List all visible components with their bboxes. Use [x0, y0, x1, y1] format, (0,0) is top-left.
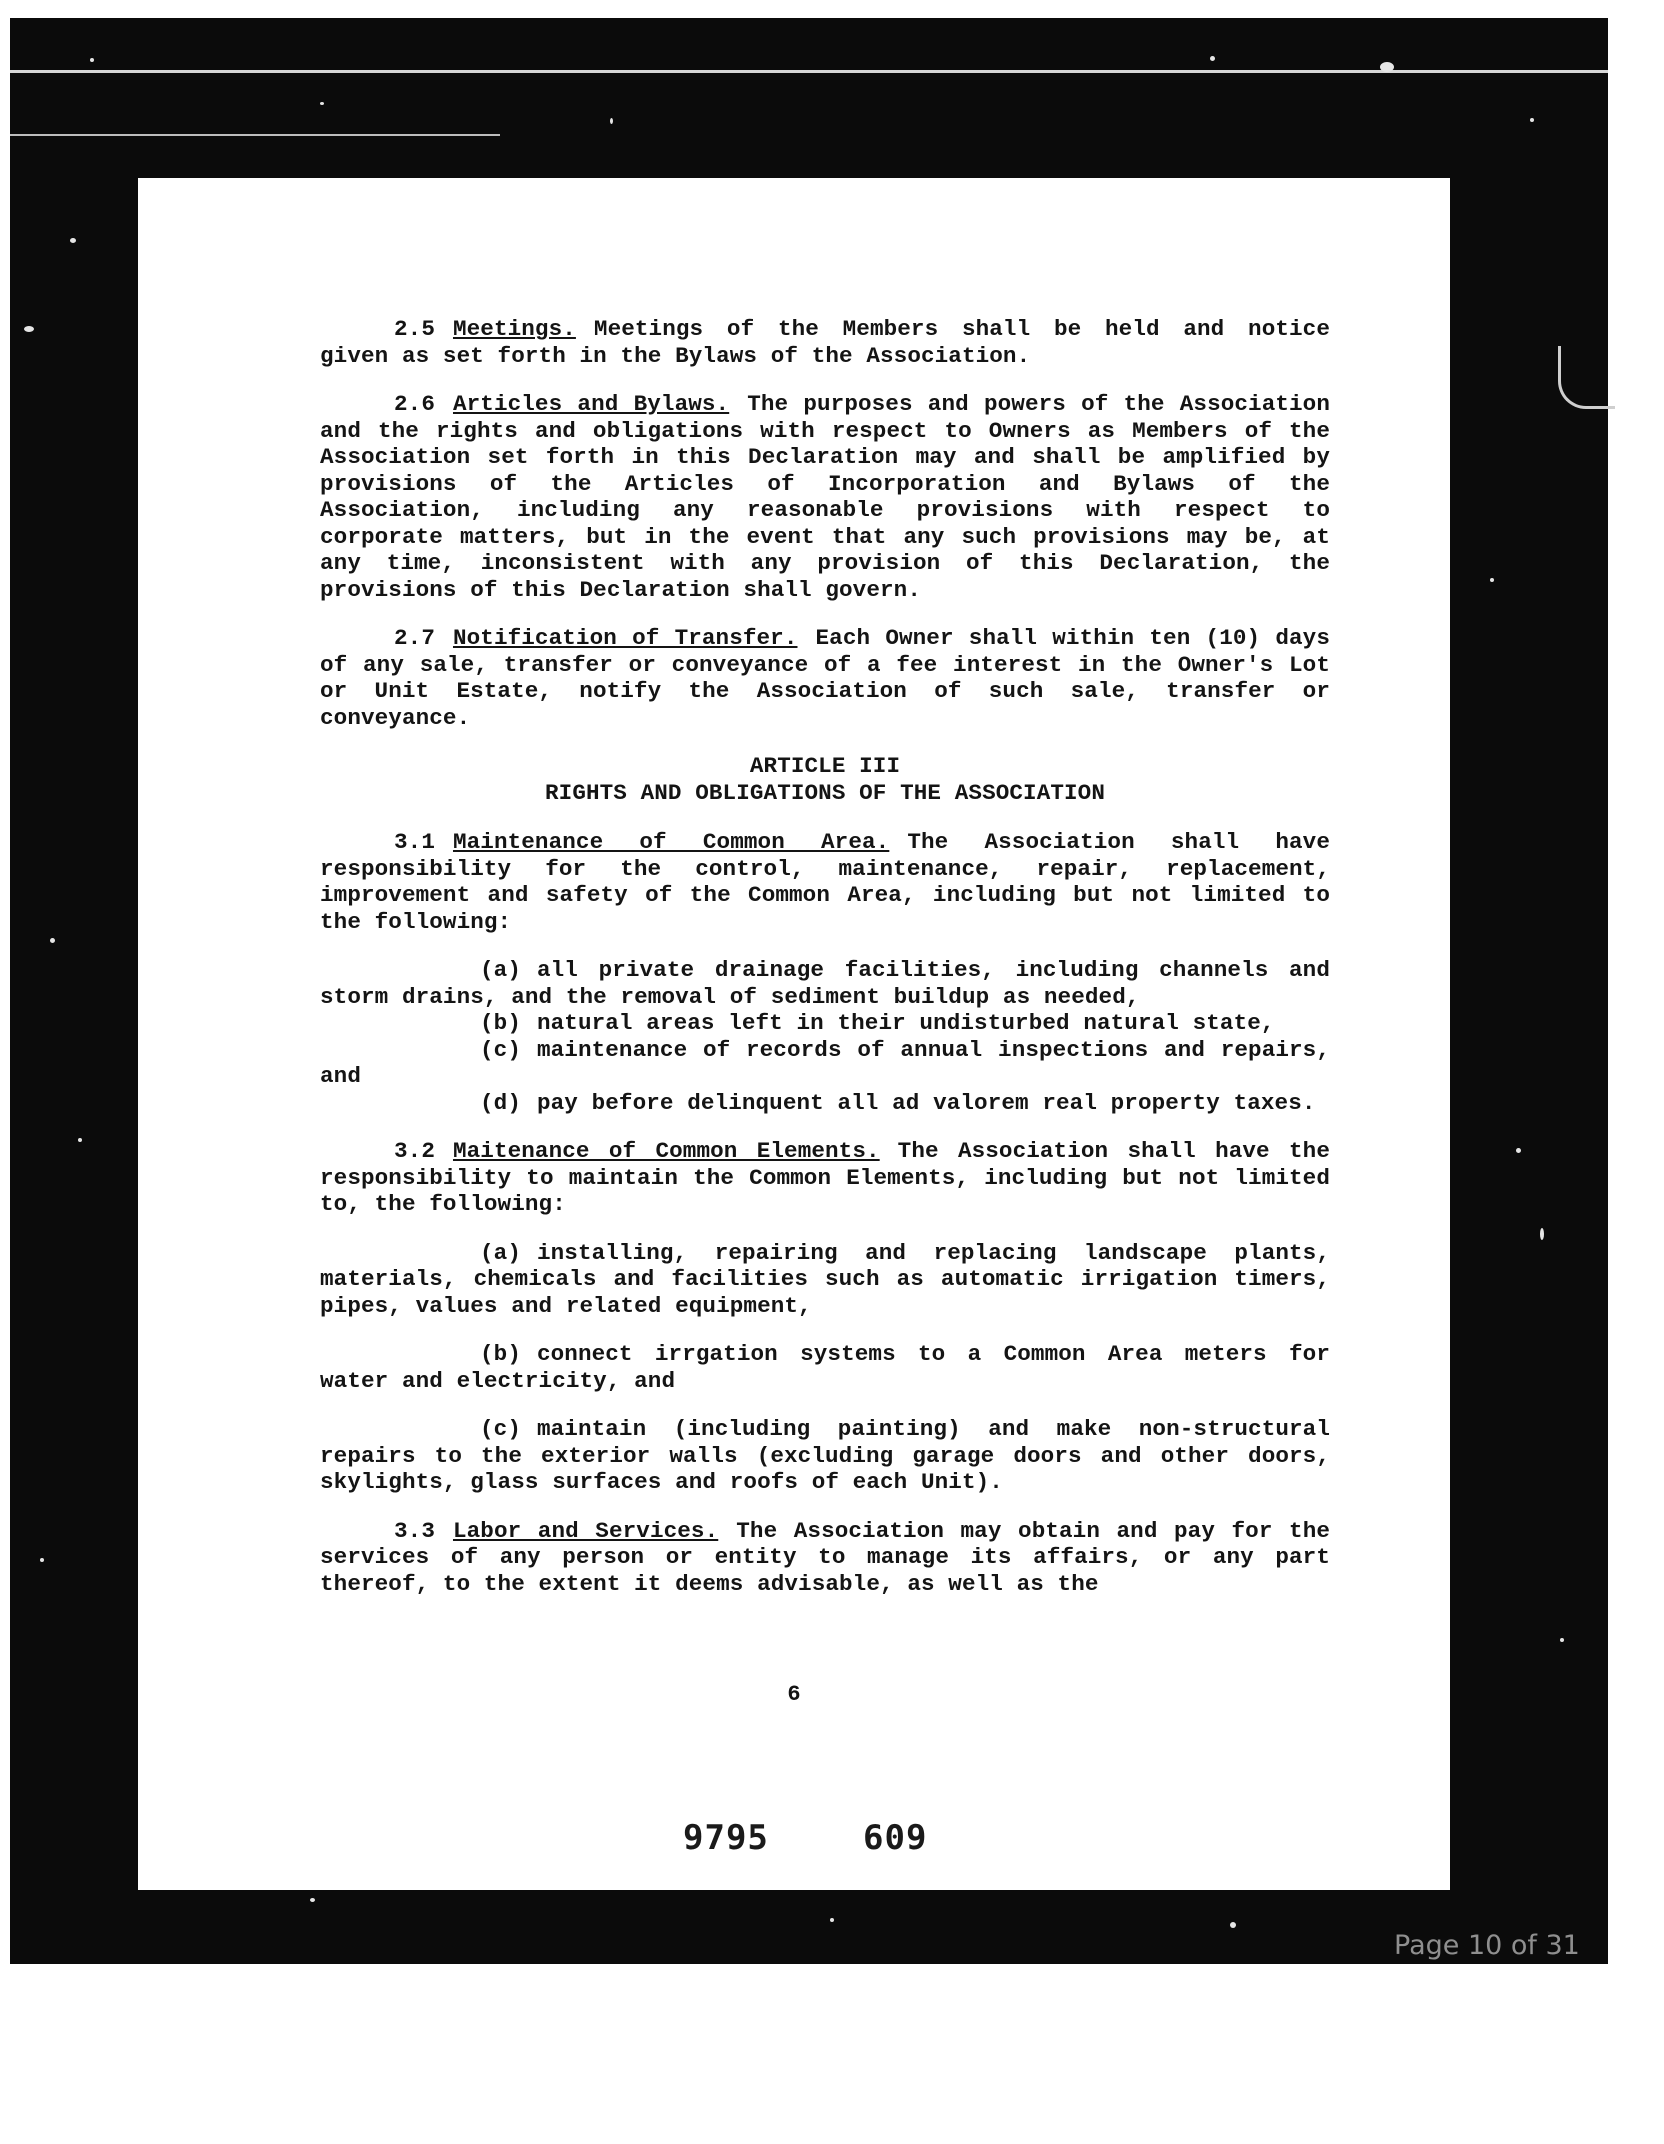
list-item	[320, 1341, 1330, 1394]
list-item	[320, 1090, 1330, 1117]
scan-speck	[1490, 578, 1494, 582]
item-text: pay before delinquent all ad valorem real property taxes.	[536, 1089, 1316, 1116]
page-number: 6	[787, 1682, 801, 1707]
list-item	[320, 1416, 1330, 1496]
scan-speck	[50, 938, 55, 943]
scan-speck	[90, 58, 94, 62]
article-title: ARTICLE III	[749, 753, 901, 779]
scan-speck	[70, 238, 76, 243]
list-item	[320, 1010, 1330, 1037]
item-label: (a)	[480, 1239, 521, 1266]
section-number: 2.5	[394, 316, 435, 342]
recording-stamp	[683, 1818, 927, 1858]
section-number: 3.3	[394, 1517, 435, 1544]
item-label: (c)	[480, 1036, 521, 1063]
section-title: Labor and Services.	[452, 1517, 719, 1544]
section-title: Notification of Transfer.	[452, 625, 798, 651]
section-number: 2.7	[394, 625, 435, 651]
list-item	[320, 1037, 1330, 1090]
scan-speck	[830, 1918, 834, 1922]
item-text: installing, repairing and replacing landscape plants, materials, chemicals and facilities such as automatic irrigation timers, pipes, values and related equipment,	[320, 1239, 1330, 1319]
section-2-6	[320, 391, 1330, 603]
scan-speck	[1530, 118, 1534, 122]
list-item	[320, 1240, 1330, 1320]
margin-mark	[1558, 346, 1615, 409]
item-label: (d)	[480, 1089, 521, 1116]
section-3-2	[320, 1138, 1330, 1218]
item-text: natural areas left in their undisturbed natural state,	[536, 1010, 1275, 1036]
item-label: (c)	[480, 1416, 521, 1442]
document-body	[320, 316, 1330, 1619]
section-title: Meetings.	[452, 316, 576, 342]
section-title: Maintenance of Common Area.	[452, 829, 890, 855]
item-text: all private drainage facilities, including channels and storm drains, and the removal of sediment buildup as needed,	[320, 957, 1330, 1010]
section-text: Meetings of the Members shall be held and notice given as set forth in the Bylaws of the Association.	[320, 316, 1330, 369]
section-title: Maitenance of Common Elements.	[452, 1138, 880, 1164]
section-number: 3.2	[394, 1138, 435, 1164]
item-text: connect irrgation systems to a Common Area meters for water and electricity, and	[320, 1341, 1330, 1394]
scan-speck	[1540, 1228, 1544, 1240]
list-item	[320, 957, 1330, 1010]
section-number: 2.6	[394, 391, 435, 417]
section-3-1-items	[320, 957, 1330, 1116]
scan-speck	[1210, 56, 1215, 61]
scan-speck	[1230, 1922, 1236, 1928]
section-number: 3.1	[394, 829, 435, 855]
scan-speck	[610, 118, 613, 124]
article-heading	[320, 753, 1330, 807]
scan-speck	[1380, 62, 1394, 72]
scan-speck	[78, 1138, 82, 1142]
section-title: Articles and Bylaws.	[452, 391, 730, 417]
section-3-1	[320, 829, 1330, 935]
section-text: The Association may obtain and pay for the services of any person or entity to manage its affairs, or any part thereof, to the extent it deems advisable, as well as the	[320, 1517, 1331, 1597]
scan-border-line	[10, 70, 1608, 73]
section-text: The Association shall have responsibility for the control, maintenance, repair, replacement, improvement and safety of the Common Area, including but not limited to the following:	[320, 829, 1331, 935]
scanned-page-frame	[10, 18, 1608, 1964]
recording-book: 9795	[683, 1818, 769, 1858]
scan-border-line-short	[10, 134, 500, 136]
page-counter: Page 10 of 31	[1394, 1930, 1580, 1961]
section-2-5	[320, 316, 1330, 369]
document-page	[138, 178, 1450, 1890]
scan-speck	[24, 326, 34, 332]
scan-speck	[310, 1898, 315, 1902]
item-label: (b)	[480, 1341, 521, 1367]
section-text: The purposes and powers of the Association and the rights and obligations with respect to Owners as Members of the Association set forth in this Declaration may and shall be amplified by provisions of the Articles of Incorporation and Bylaws of the Association, including any reasonable provisions with respect to corporate matters, but in the event that any such provisions may be, at any time, inconsistent with any provision of this Declaration, the provisions of this Declaration shall govern.	[320, 391, 1330, 603]
section-text: Each Owner shall within ten (10) days of any sale, transfer or conveyance of a fee interest in the Owner's Lot or Unit Estate, notify the Association of such sale, transfer or conveyance.	[320, 625, 1330, 731]
scan-speck	[320, 102, 324, 105]
recording-page: 609	[863, 1818, 928, 1858]
section-2-7	[320, 625, 1330, 731]
section-text: The Association shall have the responsibility to maintain the Common Elements, including but not limited to, the following:	[320, 1138, 1330, 1217]
section-3-3	[320, 1518, 1330, 1598]
article-subtitle: RIGHTS AND OBLIGATIONS OF THE ASSOCIATION	[545, 780, 1105, 806]
item-label: (a)	[480, 957, 521, 983]
scan-speck	[40, 1558, 44, 1562]
scan-speck	[1560, 1638, 1564, 1642]
scan-speck	[1516, 1148, 1521, 1153]
item-text: maintain (including painting) and make non-structural repairs to the exterior walls (excluding garage doors and other doors, skylights, glass surfaces and roofs of each Unit).	[320, 1416, 1330, 1495]
item-label: (b)	[480, 1010, 521, 1036]
item-text: maintenance of records of annual inspections and repairs, and	[320, 1036, 1330, 1089]
